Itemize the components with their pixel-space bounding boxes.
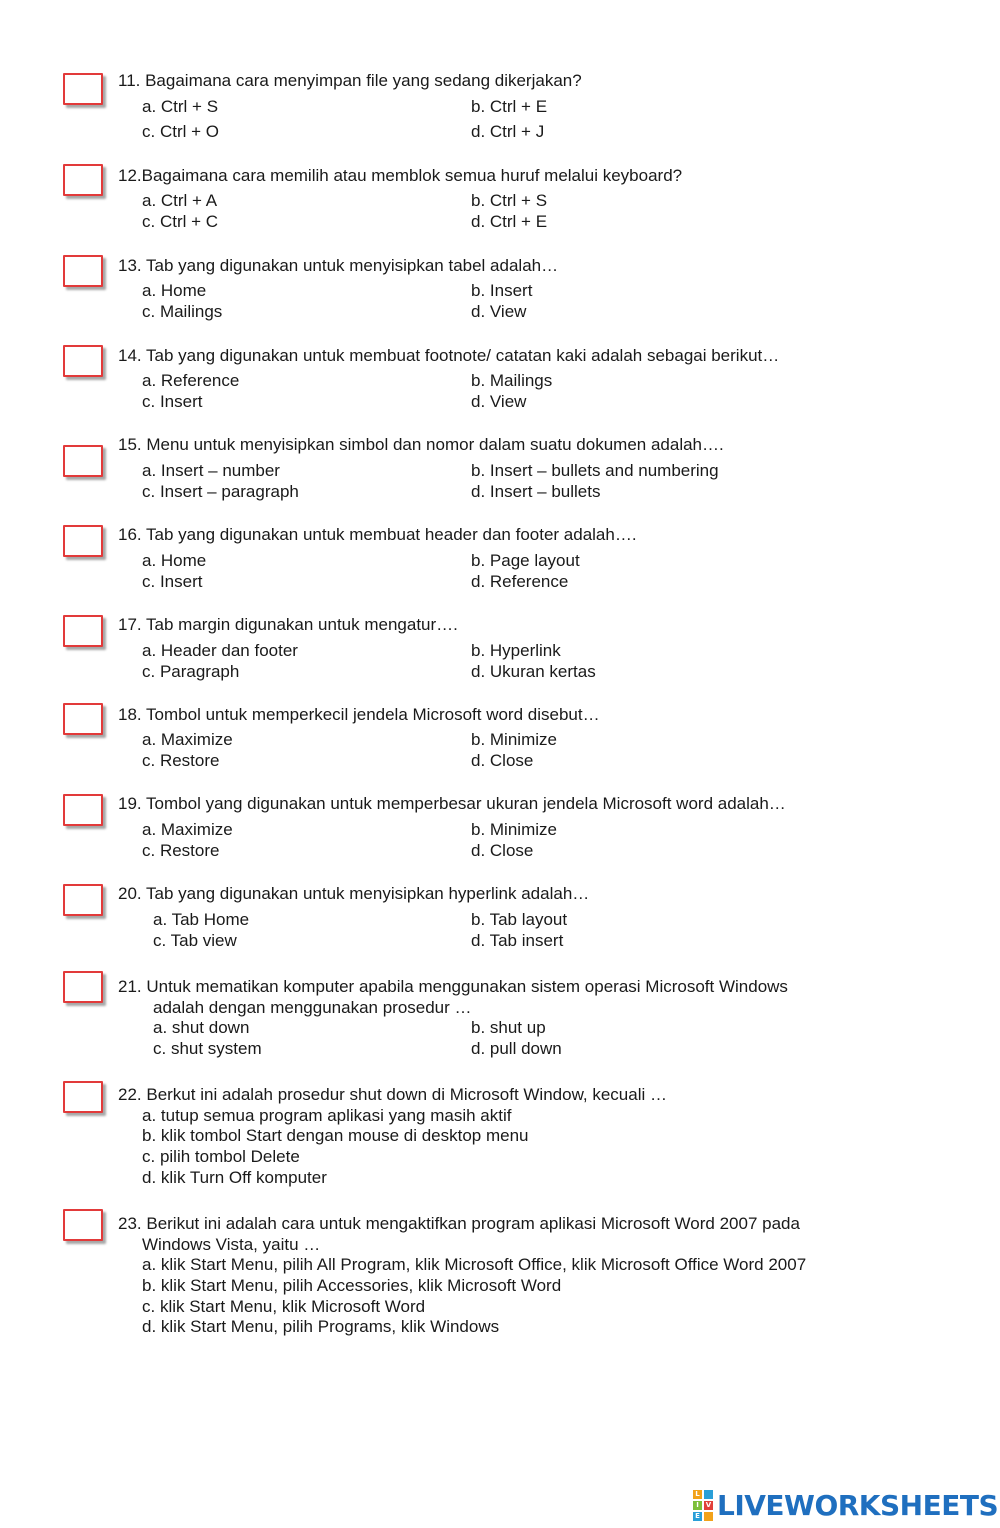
option-21b: b. shut up xyxy=(471,1018,546,1037)
logo-letter-i: I xyxy=(693,1501,702,1510)
option-18d: d. Close xyxy=(471,751,534,770)
option-15d: d. Insert – bullets xyxy=(471,482,601,501)
answer-box-11[interactable] xyxy=(63,73,103,105)
option-19d: d. Close xyxy=(471,841,534,860)
question-18: 18. Tombol untuk memperkecil jendela Microsoft word disebut… xyxy=(118,705,600,724)
option-18a: a. Maximize xyxy=(142,730,233,749)
option-13b: b. Insert xyxy=(471,281,533,300)
answer-box-21[interactable] xyxy=(63,971,103,1003)
option-18b: b. Minimize xyxy=(471,730,557,749)
question-19: 19. Tombol yang digunakan untuk memperbesar ukuran jendela Microsoft word adalah… xyxy=(118,794,786,813)
option-23a: a. klik Start Menu, pilih All Program, klik Microsoft Office, klik Microsoft Office Word 2007 xyxy=(142,1255,807,1274)
option-21d: d. pull down xyxy=(471,1039,562,1058)
option-23c: c. klik Start Menu, klik Microsoft Word xyxy=(142,1297,426,1316)
option-15b: b. Insert – bullets and numbering xyxy=(471,461,719,480)
answer-box-16[interactable] xyxy=(63,525,103,557)
logo-mark-icon xyxy=(693,1490,713,1521)
option-18c: c. Restore xyxy=(142,751,220,770)
question-15: 15. Menu untuk menyisipkan simbol dan nomor dalam suatu dokumen adalah…. xyxy=(118,435,724,454)
option-21a: a. shut down xyxy=(153,1018,250,1037)
option-17a: a. Header dan footer xyxy=(142,641,298,660)
option-13c: c. Mailings xyxy=(142,302,223,321)
option-21c: c. shut system xyxy=(153,1039,262,1058)
answer-box-18[interactable] xyxy=(63,703,103,735)
option-11b: b. Ctrl + E xyxy=(471,97,548,116)
option-11d: d. Ctrl + J xyxy=(471,122,545,141)
option-13a: a. Home xyxy=(142,281,207,300)
answer-box-23[interactable] xyxy=(63,1209,103,1241)
question-21: 21. Untuk mematikan komputer apabila menggunakan sistem operasi Microsoft Windows xyxy=(118,977,788,996)
option-22b: b. klik tombol Start dengan mouse di desktop menu xyxy=(142,1126,529,1145)
option-14c: c. Insert xyxy=(142,392,203,411)
logo-letter-v: V xyxy=(705,1500,712,1509)
option-23d: d. klik Start Menu, pilih Programs, klik Windows xyxy=(142,1317,500,1336)
option-20d: d. Tab insert xyxy=(471,931,564,950)
option-14b: b. Mailings xyxy=(471,371,553,390)
question-16: 16. Tab yang digunakan untuk membuat header dan footer adalah…. xyxy=(118,525,637,544)
option-16d: d. Reference xyxy=(471,572,569,591)
question-12: 12.Bagaimana cara memilih atau memblok semua huruf melalui keyboard? xyxy=(118,166,683,185)
question-14: 14. Tab yang digunakan untuk membuat footnote/ catatan kaki adalah sebagai berikut… xyxy=(118,346,780,365)
option-12c: c. Ctrl + C xyxy=(142,212,219,231)
question-22: 22. Berkut ini adalah prosedur shut down di Microsoft Window, kecuali … xyxy=(118,1085,667,1104)
option-23b: b. klik Start Menu, pilih Accessories, klik Microsoft Word xyxy=(142,1276,562,1295)
option-11c: c. Ctrl + O xyxy=(142,122,219,141)
answer-box-22[interactable] xyxy=(63,1081,103,1113)
answer-box-15[interactable] xyxy=(63,445,103,477)
option-17c: c. Paragraph xyxy=(142,662,240,681)
answer-box-12[interactable] xyxy=(63,164,103,196)
question-17: 17. Tab margin digunakan untuk mengatur…. xyxy=(118,615,458,634)
option-17b: b. Hyperlink xyxy=(471,641,561,660)
option-19b: b. Minimize xyxy=(471,820,557,839)
option-22a: a. tutup semua program aplikasi yang masih aktif xyxy=(142,1106,512,1125)
question-20: 20. Tab yang digunakan untuk menyisipkan hyperlink adalah… xyxy=(118,884,590,903)
logo-letter-e: E xyxy=(693,1512,702,1521)
option-16a: a. Home xyxy=(142,551,207,570)
question-21-cont: adalah dengan menggunakan prosedur … xyxy=(153,998,472,1017)
option-20c: c. Tab view xyxy=(153,931,237,950)
answer-box-13[interactable] xyxy=(63,255,103,287)
option-15a: a. Insert – number xyxy=(142,461,280,480)
option-20b: b. Tab layout xyxy=(471,910,568,929)
logo-square-blue xyxy=(704,1490,713,1499)
answer-box-17[interactable] xyxy=(63,615,103,647)
question-13: 13. Tab yang digunakan untuk menyisipkan tabel adalah… xyxy=(118,256,559,275)
option-12d: d. Ctrl + E xyxy=(471,212,548,231)
question-23: 23. Berikut ini adalah cara untuk mengaktifkan program aplikasi Microsoft Word 2007 pada xyxy=(118,1214,800,1233)
option-14d: d. View xyxy=(471,392,527,411)
option-14a: a. Reference xyxy=(142,371,240,390)
option-17d: d. Ukuran kertas xyxy=(471,662,596,681)
question-23-cont: Windows Vista, yaitu … xyxy=(142,1235,321,1254)
logo-square-orange xyxy=(704,1512,713,1521)
option-19a: a. Maximize xyxy=(142,820,233,839)
logo-letter-l: L xyxy=(693,1490,702,1499)
option-20a: a. Tab Home xyxy=(153,910,250,929)
logo-text: LIVEWORKSHEETS xyxy=(717,1488,999,1522)
answer-box-19[interactable] xyxy=(63,794,103,826)
option-15c: c. Insert – paragraph xyxy=(142,482,299,501)
question-11: 11. Bagaimana cara menyimpan file yang sedang dikerjakan? xyxy=(118,71,582,90)
answer-box-14[interactable] xyxy=(63,345,103,377)
option-16c: c. Insert xyxy=(142,572,203,591)
option-11a: a. Ctrl + S xyxy=(142,97,219,116)
option-19c: c. Restore xyxy=(142,841,220,860)
option-22d: d. klik Turn Off komputer xyxy=(142,1168,327,1187)
answer-box-20[interactable] xyxy=(63,884,103,916)
option-12b: b. Ctrl + S xyxy=(471,191,548,210)
option-13d: d. View xyxy=(471,302,527,321)
option-12a: a. Ctrl + A xyxy=(142,191,218,210)
liveworksheets-logo xyxy=(693,1487,998,1523)
option-16b: b. Page layout xyxy=(471,551,580,570)
option-22c: c. pilih tombol Delete xyxy=(142,1147,300,1166)
